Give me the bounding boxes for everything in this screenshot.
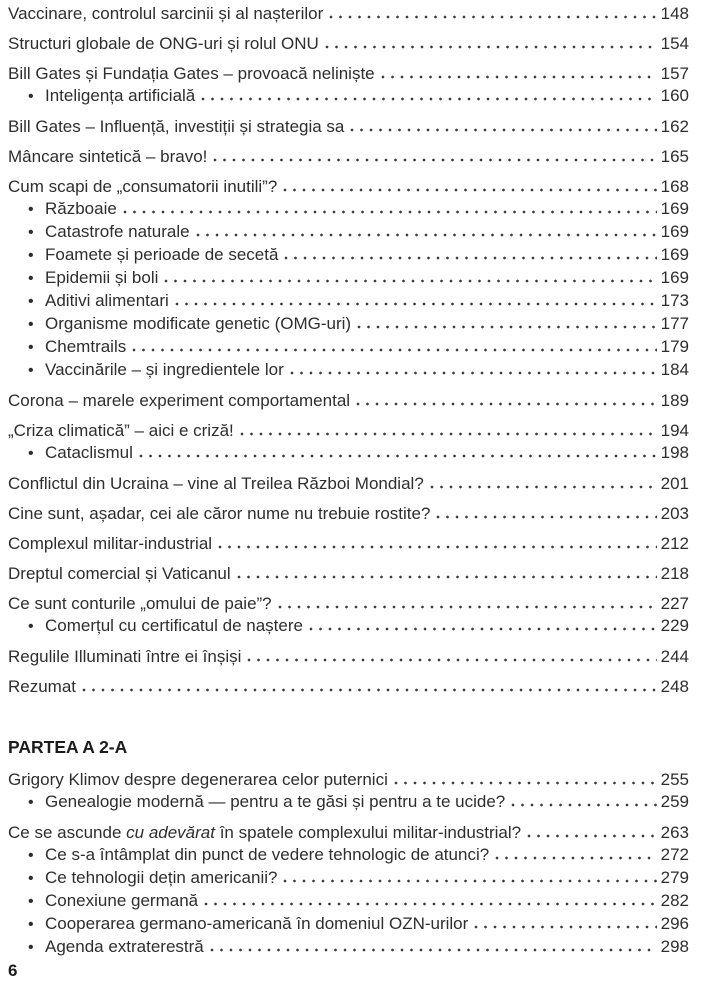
entry-page-number: 212 <box>660 534 689 553</box>
dot-leader <box>278 605 657 609</box>
dot-leader <box>196 233 657 237</box>
entry-title: Regulile Illuminati între ei înșiși <box>8 647 242 666</box>
toc-subentry <box>8 85 689 108</box>
toc-subentry <box>8 198 689 221</box>
toc-entry <box>8 3 689 25</box>
entry-title: Organisme modificate genetic (OMG-uri) <box>45 314 352 333</box>
toc-group <box>8 176 689 382</box>
dot-leader <box>325 45 657 49</box>
entry-title: Foamete și perioade de secetă <box>45 245 279 264</box>
dot-leader <box>511 803 656 807</box>
dot-leader <box>290 371 657 375</box>
entry-page-number: 227 <box>660 594 689 613</box>
entry-page-number: 198 <box>660 443 689 462</box>
dot-leader <box>213 158 656 162</box>
toc-group <box>8 390 689 412</box>
bullet-icon: • <box>28 870 34 887</box>
entry-title: Cum scapi de „consumatorii inutili”? <box>8 177 278 196</box>
toc-entry <box>8 473 689 495</box>
toc-entry <box>8 146 689 168</box>
dot-leader <box>495 856 656 860</box>
toc-group <box>8 533 689 555</box>
dot-leader <box>436 515 656 519</box>
dot-leader <box>356 402 657 406</box>
toc-group <box>8 63 689 108</box>
entry-page-number: 160 <box>660 86 689 105</box>
entry-title: Vaccinare, controlul sarcinii și al nașterilor <box>8 4 324 23</box>
bullet-icon: • <box>28 794 34 811</box>
bullet-icon: • <box>28 88 34 105</box>
bullet-icon: • <box>28 939 34 956</box>
entry-page-number: 169 <box>660 222 689 241</box>
entry-title: Rezumat <box>8 677 77 696</box>
toc-entry <box>8 176 689 198</box>
toc-entry <box>8 390 689 412</box>
toc-entry <box>8 503 689 525</box>
entry-page-number: 248 <box>660 677 689 696</box>
toc-subentry <box>8 244 689 267</box>
toc-group <box>8 33 689 55</box>
toc-subentry <box>8 221 689 244</box>
entry-page-number: 184 <box>660 360 689 379</box>
dot-leader <box>309 627 657 631</box>
bullet-icon: • <box>28 339 34 356</box>
dot-leader <box>201 97 656 101</box>
toc-group <box>8 769 689 814</box>
dot-leader <box>394 781 657 785</box>
toc-entry <box>8 63 689 85</box>
dot-leader <box>82 688 657 692</box>
dot-leader <box>123 210 657 214</box>
entry-page-number: 229 <box>660 616 689 635</box>
entry-page-number: 194 <box>660 421 689 440</box>
toc-group <box>8 473 689 495</box>
entry-title: Chemtrails <box>45 337 127 356</box>
toc-entry <box>8 116 689 138</box>
toc-entry <box>8 676 689 698</box>
bullet-icon: • <box>28 445 34 462</box>
bullet-icon: • <box>28 916 34 933</box>
entry-title: Cataclismul <box>45 443 133 462</box>
dot-leader <box>132 348 656 352</box>
dot-leader <box>381 75 657 79</box>
page-number: 6 <box>8 961 18 980</box>
bullet-icon: • <box>28 224 34 241</box>
toc-entry <box>8 769 689 791</box>
entry-title: Genealogie modernă — pentru a te găsi și pentru a te ucide? <box>45 792 506 811</box>
entry-page-number: 169 <box>660 199 689 218</box>
entry-title: Ce se ascunde cu adevărat în spatele complexului militar-industrial? <box>8 823 522 842</box>
entry-page-number: 244 <box>660 647 689 666</box>
toc-entry <box>8 420 689 442</box>
dot-leader <box>284 256 656 260</box>
entry-page-number: 148 <box>660 4 689 23</box>
dot-leader <box>357 325 657 329</box>
entry-title: Ce tehnologii dețin americanii? <box>45 868 278 887</box>
dot-leader <box>283 879 656 883</box>
toc-entry <box>8 593 689 615</box>
entry-title: Inteligența artificială <box>45 86 196 105</box>
entry-page-number: 201 <box>660 474 689 493</box>
dot-leader <box>240 432 657 436</box>
entry-page-number: 177 <box>660 314 689 333</box>
dot-leader <box>247 658 656 662</box>
entry-page-number: 154 <box>660 34 689 53</box>
entry-title: Bill Gates și Fundația Gates – provoacă neliniște <box>8 64 375 83</box>
entry-page-number: 218 <box>660 564 689 583</box>
entry-page-number: 296 <box>660 914 689 933</box>
entry-title: Grigory Klimov despre degenerarea celor puternici <box>8 770 388 789</box>
section-header: PARTEA A 2-A <box>8 737 128 757</box>
entry-title: Ce s-a întâmplat din punct de vedere tehnologic de atunci? <box>45 845 490 864</box>
dot-leader <box>350 128 656 132</box>
toc-entry <box>8 822 689 844</box>
bullet-icon: • <box>28 847 34 864</box>
toc-subentry <box>8 267 689 290</box>
entry-title: Vaccinările – și ingredientele lor <box>45 360 284 379</box>
dot-leader <box>164 279 656 283</box>
toc-group <box>8 420 689 465</box>
dot-leader <box>283 188 656 192</box>
bullet-icon: • <box>28 893 34 910</box>
entry-title: Aditivi alimentari <box>45 291 169 310</box>
entry-page-number: 179 <box>660 337 689 356</box>
toc-subentry <box>8 936 689 959</box>
entry-title: Cine sunt, așadar, cei ale căror nume nu trebuie rostite? <box>8 504 431 523</box>
entry-title: Conflictul din Ucraina – vine al Treilea Război Mondial? <box>8 474 424 493</box>
entry-title: Mâncare sintetică – bravo! <box>8 147 208 166</box>
bullet-icon: • <box>28 618 34 635</box>
dot-leader <box>329 15 656 19</box>
entry-page-number: 279 <box>660 868 689 887</box>
dot-leader <box>430 485 657 489</box>
entry-title: Catastrofe naturale <box>45 222 190 241</box>
entry-title: Corona – marele experiment comportamental <box>8 391 351 410</box>
entry-page-number: 203 <box>660 504 689 523</box>
bullet-icon: • <box>28 316 34 333</box>
dot-leader <box>218 545 657 549</box>
toc-subentry <box>8 890 689 913</box>
toc-entry <box>8 33 689 55</box>
dot-leader <box>210 948 657 952</box>
entry-page-number: 259 <box>660 792 689 811</box>
bullet-icon: • <box>28 362 34 379</box>
entry-page-number: 255 <box>660 770 689 789</box>
toc-group <box>8 3 689 25</box>
toc-subentry <box>8 844 689 867</box>
entry-page-number: 173 <box>660 291 689 310</box>
toc-subentry <box>8 290 689 313</box>
dot-leader <box>527 834 657 838</box>
entry-page-number: 169 <box>660 245 689 264</box>
entry-page-number: 168 <box>660 177 689 196</box>
entry-page-number: 263 <box>660 823 689 842</box>
entry-page-number: 189 <box>660 391 689 410</box>
entry-title: Dreptul comercial și Vaticanul <box>8 564 231 583</box>
entry-title: Complexul militar-industrial <box>8 534 213 553</box>
entry-title: Epidemii și boli <box>45 268 159 287</box>
toc-group <box>8 646 689 668</box>
entry-page-number: 169 <box>660 268 689 287</box>
dot-leader <box>139 454 657 458</box>
toc-group <box>8 563 689 585</box>
entry-title: Conexiune germană <box>45 891 199 910</box>
toc-subentry <box>8 867 689 890</box>
toc-group <box>8 146 689 168</box>
toc-group <box>8 593 689 638</box>
bullet-icon: • <box>28 201 34 218</box>
toc-entry <box>8 646 689 668</box>
toc-group <box>8 676 689 698</box>
entry-title: Structuri globale de ONG-uri și rolul ONU <box>8 34 319 53</box>
entry-page-number: 162 <box>660 117 689 136</box>
toc-entry <box>8 563 689 585</box>
entry-page-number: 157 <box>660 64 689 83</box>
toc-subentry <box>8 615 689 638</box>
toc-subentry <box>8 336 689 359</box>
toc-subentry <box>8 791 689 814</box>
toc-list <box>8 3 689 959</box>
entry-page-number: 272 <box>660 845 689 864</box>
entry-title: Ce sunt conturile „omului de paie”? <box>8 594 272 613</box>
dot-leader <box>175 302 657 306</box>
entry-title: Bill Gates – Influență, investiții și strategia sa <box>8 117 345 136</box>
bullet-icon: • <box>28 293 34 310</box>
entry-page-number: 282 <box>660 891 689 910</box>
toc-entry <box>8 533 689 555</box>
dot-leader <box>237 575 657 579</box>
entry-title: Comerțul cu certificatul de naștere <box>45 616 303 635</box>
dot-leader <box>474 925 656 929</box>
toc-subentry <box>8 913 689 936</box>
toc-group <box>8 822 689 959</box>
dot-leader <box>204 902 657 906</box>
bullet-icon: • <box>28 247 34 264</box>
entry-title: „Criza climatică” – aici e criză! <box>8 421 234 440</box>
entry-page-number: 298 <box>660 937 689 956</box>
toc-subentry <box>8 313 689 336</box>
toc-subentry <box>8 442 689 465</box>
toc-group <box>8 503 689 525</box>
toc-group <box>8 116 689 138</box>
entry-title: Agenda extraterestră <box>45 937 204 956</box>
entry-title: Cooperarea germano-americană în domeniul OZN-urilor <box>45 914 469 933</box>
entry-page-number: 165 <box>660 147 689 166</box>
bullet-icon: • <box>28 270 34 287</box>
entry-title: Războaie <box>45 199 117 218</box>
toc-subentry <box>8 359 689 382</box>
